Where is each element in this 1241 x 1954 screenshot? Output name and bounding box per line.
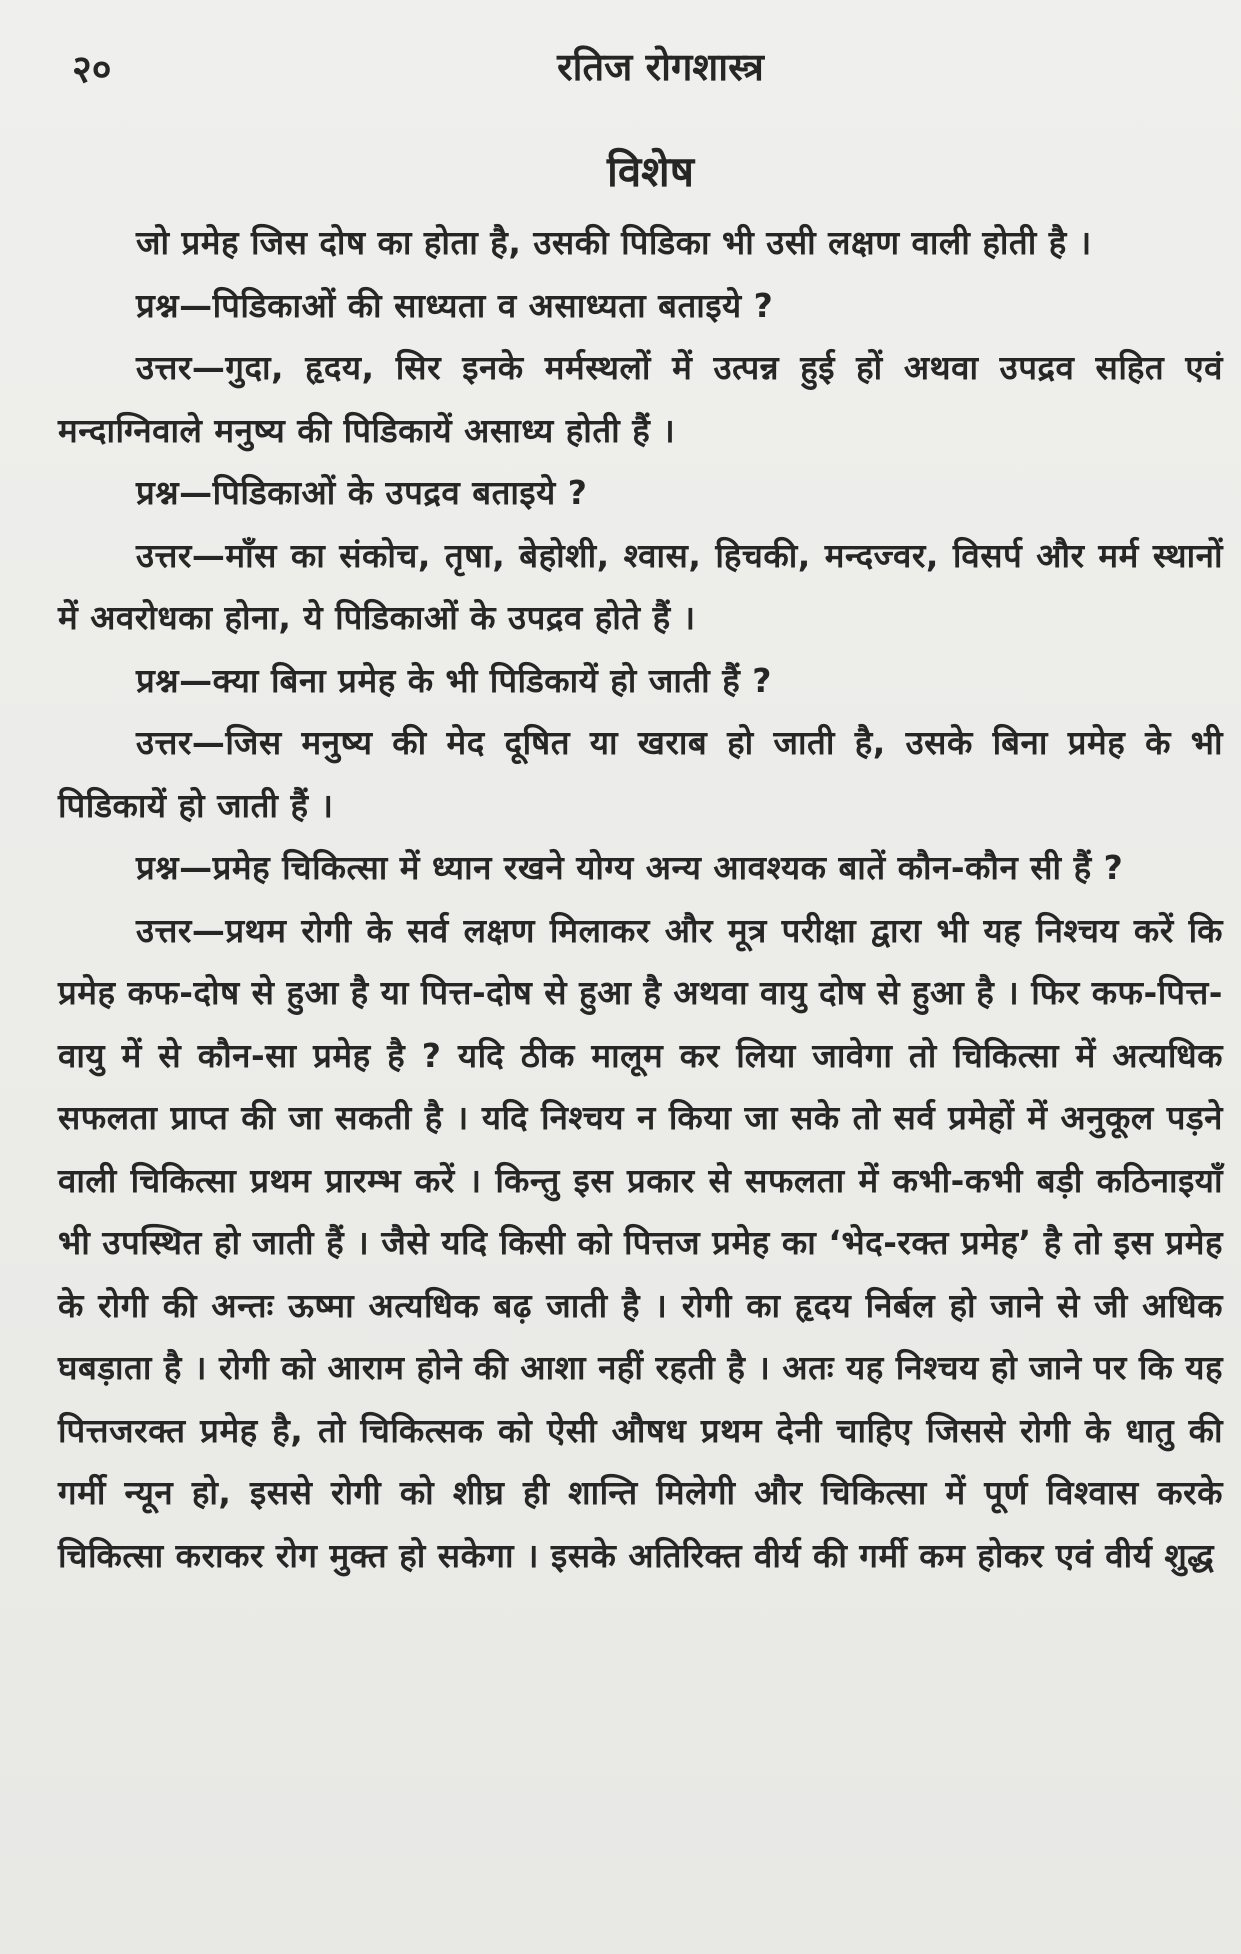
answer-4: उत्तर—प्रथम रोगी के सर्व लक्षण मिलाकर और मूत्र परीक्षा द्वारा भी यह निश्चय करें कि प्रमेह कफ-दोष से हुआ है या पित्त-दोष से हुआ है अथवा वायु दोष से हुआ है । फिर कफ-पित्त-वायु में से कौन-सा प्रमेह है ? यदि ठीक मालूम कर लिया जावेगा तो चिकित्सा में अत्यधिक सफलता प्राप्त की जा सकती है । यदि निश्चय न किया जा सके तो सर्व प्रमेहों में अनुकूल पड़ने वाली चिकित्सा प्रथम प्रारम्भ करें । किन्तु इस प्रकार से सफलता में कभी-कभी बड़ी कठिनाइयाँ भी उपस्थित हो जाती हैं । जैसे यदि किसी को पित्तज प्रमेह का ‘भेद-रक्त प्रमेह’ है तो इस प्रमेह के रोगी की अन्तः ऊष्मा अत्यधिक बढ़ जाती है । रोगी का हृदय निर्बल हो जाने से जी अधिक घबड़ाता है । रोगी को आराम होने की आशा नहीं रहती है । अतः यह निश्चय हो जाने पर कि यह पित्तजरक्त प्रमेह है, तो चिकित्सक को ऐसी औषध प्रथम देनी चाहिए जिससे रोगी के धातु की गर्मी न्यून हो, इससे रोगी को शीघ्र ही शान्ति मिलेगी और चिकित्सा में पूर्ण विश्वास करके चिकित्सा कराकर रोग मुक्त हो सकेगा । इसके अतिरिक्त वीर्य की गर्मी कम होकर एवं वीर्य शुद्ध <box>58 910 1223 1575</box>
body-text <box>58 212 1223 1587</box>
section-heading: विशेष <box>606 147 695 196</box>
question-3: प्रश्न—क्या बिना प्रमेह के भी पिडिकायें हो जाती हैं ? <box>136 660 772 700</box>
answer-3: उत्तर—जिस मनुष्य की मेद दूषित या खराब हो जाती है, उसके बिना प्रमेह के भी पिडिकायें हो जाती हैं । <box>58 723 1223 825</box>
answer-2: उत्तर—माँस का संकोच, तृषा, बेहोशी, श्वास, हिचकी, मन्दज्वर, विसर्प और मर्म स्थानों में अवरोधका होना, ये पिडिकाओं के उपद्रव होते हैं । <box>58 535 1223 637</box>
paragraph-intro: जो प्रमेह जिस दोष का होता है, उसकी पिडिका भी उसी लक्षण वाली होती है । <box>136 223 1092 262</box>
running-title: रतिज रोगशास्त्र <box>557 45 764 89</box>
question-2: प्रश्न—पिडिकाओं के उपद्रव बताइये ? <box>136 473 588 512</box>
page-number: २० <box>72 47 112 91</box>
question-4: प्रश्न—प्रमेह चिकित्सा में ध्यान रखने योग्य अन्य आवश्यक बातें कौन-कौन सी हैं ? <box>136 848 1124 887</box>
question-1: प्रश्न—पिडिकाओं की साध्यता व असाध्यता बताइये ? <box>136 285 774 325</box>
page-header <box>62 40 1179 100</box>
answer-1: उत्तर—गुदा, हृदय, सिर इनके मर्मस्थलों में उत्पन्न हुई हों अथवा उपद्रव सहित एवं मन्दाग्निवाले मनुष्य की पिडिकायें असाध्य होती हैं । <box>58 348 1223 450</box>
